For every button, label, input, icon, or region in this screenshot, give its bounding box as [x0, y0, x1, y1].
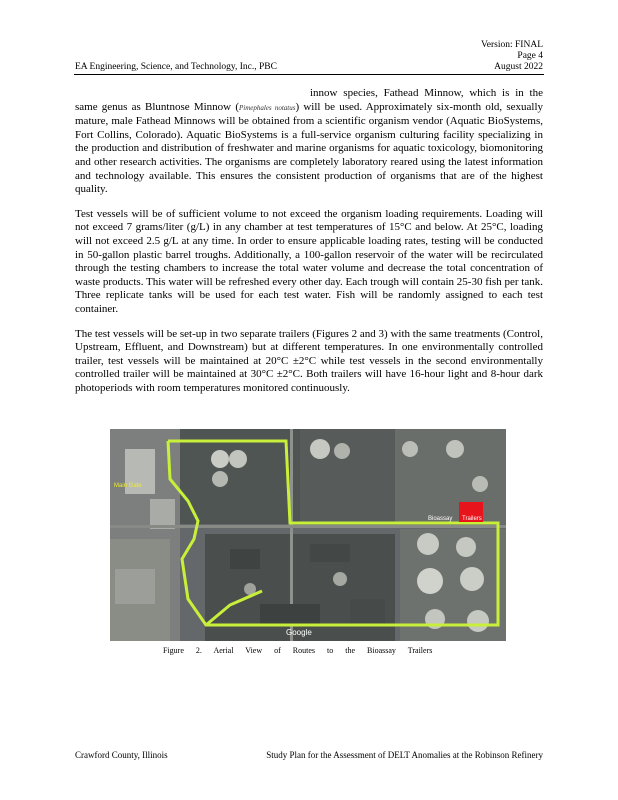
paragraph-1: [75, 87, 543, 197]
paragraph-3: The test vessels will be set-up in two separate trailers (Figures 2 and 3) with the same treatments (Control, Upstream, Effluent, and Downstream) but at different temperatures. In one environmentally controlled trailer, test vessels will be maintained at 20°C ±2°C while test vessels in the second environmentally controlled trailer will be maintained at 30°C ±2°C. Both trailers will have 16-hour light and 8-hour dark photoperiods with room temperatures monitored continuously.: [75, 327, 543, 394]
version-label: Version: FINAL: [480, 40, 543, 50]
trailers-label: Trailers: [462, 516, 482, 522]
body-text: [75, 87, 543, 406]
header-date: August 2022: [494, 62, 543, 72]
species-name: Pimephales notatus: [238, 103, 296, 112]
page-number: Page 4: [517, 51, 543, 61]
footer-title: Study Plan for the Assessment of DELT Anomalies at the Robinson Refinery: [266, 750, 543, 760]
paragraph-2: Test vessels will be of sufficient volume to not exceed the organism loading requirements. Loading will not exceed 7 grams/liter (g/L) in any chamber at test temperatures of 15°C and below. At 25°C, loading will not exceed 2.5 g/L at any time. In order to ensure applicable loading rates, testing will be conducted in 50-gallon plastic barrel troughs. Additionally, a 100-gallon reservoir of the water will be recirculated through the testing chambers to increase the total water volume and decrease the total concentration of waste products. This water will be refreshed every other day. Each trough will contain 25-30 fish per tank. Three replicate tanks will be used for each test water. Fish will be randomly assigned to each test container.: [75, 207, 543, 315]
figure-caption: Figure 2. Aerial View of Routes to the Bioassay Trailers: [163, 646, 433, 655]
google-watermark: Google: [286, 628, 312, 637]
aerial-photo: [110, 429, 506, 641]
main-gate-label: Main Gate: [114, 483, 142, 489]
company-name: EA Engineering, Science, and Technology, Inc., PBC: [75, 62, 277, 72]
header-right: [343, 40, 543, 62]
aerial-map: [110, 429, 506, 641]
header-divider: [74, 74, 544, 75]
paragraph-1-text-b: ) will be used. Approximately six-month old, sexually mature, male Fathead Minnows will be obtained from a scientific organism vendor (Aquatic BioSystems, Fort Collins, Colorado). Aquatic BioSystems is a full-service organism culturing facility specializing in the production and distribution of freshwater and marine organisms for aquatic toxicology, biomonitoring and other research activities. The organisms are completely laboratory reared using the latest information and technology available. This ensures the consistent production of organisms that are of the highest quality.: [75, 100, 544, 196]
paragraph-1-text-a: innow species, Fathead Minnow, which is in the same genus as Bluntnose Minnow (: [75, 87, 543, 113]
bioassay-label: Bioassay: [428, 516, 453, 522]
footer-location: Crawford County, Illinois: [75, 750, 168, 760]
